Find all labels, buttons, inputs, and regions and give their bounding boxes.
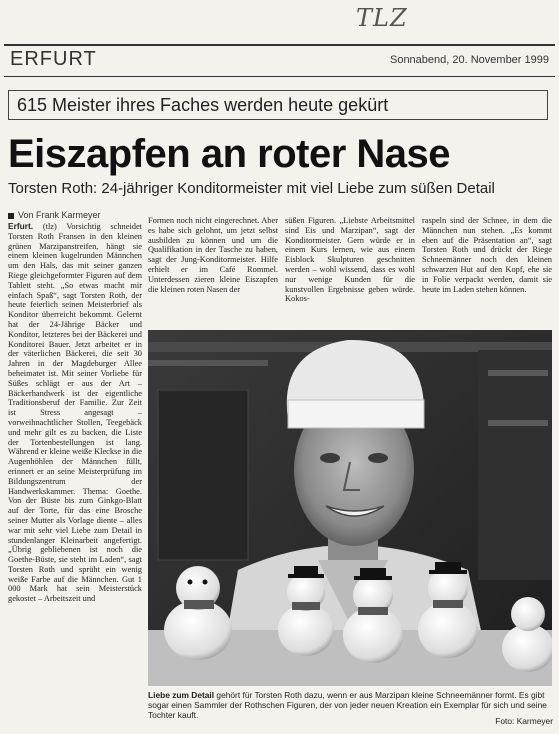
section-title: ERFURT	[10, 48, 97, 70]
kicker-text: 615 Meister ihres Faches werden heute gekürt	[17, 95, 389, 115]
photo-confectioner-with-snowmen	[148, 330, 552, 686]
photo-caption	[148, 690, 552, 720]
article-column-2	[148, 216, 278, 326]
article-column-4	[422, 216, 552, 326]
column-4-text: raspeln sind der Schnee, in dem die Männchen nun stehen. „Es kommt eben auf die Präsentation an“, sagt Torsten Roth und drückt der Riege Schneemänner noch den kleinen schwarzen Hut auf den Kopf, ehe sie in Folie verpackt werden, damit sie heute im Laden stehen können.	[422, 216, 552, 294]
masthead-bottom-rule	[4, 76, 555, 77]
article-column-3	[285, 216, 415, 326]
dateline: Erfurt.	[8, 222, 34, 231]
headline: Eiszapfen an roter Nase	[8, 132, 450, 176]
byline	[8, 210, 101, 220]
subheadline: Torsten Roth: 24-jähriger Konditormeister mit viel Liebe zum süßen Detail	[8, 180, 495, 197]
column-3-text: süßen Figuren. „Liebste Arbeitsmittel sind Eis und Marzipan“, sagt der Konditormeister. Gern würde er in einem Kurs lernen, wie aus einem Eisblock Skulpturen geschnitten werden – wohl wissend, dass es wohl nur wenige Kunden für die kunstvollen Ergebnisse geben würde. Kokos-	[285, 216, 415, 304]
caption-lead: Liebe zum Detail	[148, 690, 215, 700]
kicker-box	[8, 90, 548, 120]
column-2-text: Formen noch nicht eingerechnet. Aber es habe sich gelohnt, um jetzt selbst ausbilden zu können und um die Qualifikation in der Tasche zu haben, sagt der Jung-Konditormeister. Hilfe erhielt er im Café Rommel. Unterdessen zieren kleine Eiszapfen die kleinen roten Nasen der	[148, 216, 278, 294]
article-column-1	[8, 222, 142, 730]
article-photo	[148, 330, 552, 686]
photo-credit: Foto: Karmeyer	[495, 716, 553, 726]
caption-text: gehört für Torsten Roth dazu, wenn er aus Marzipan kleine Schneemänner formt. Es gibt sogar einen Sammler der Rothschen Figuren, der von jeder neuen Kreation ein Exemplar für sich und seine Tochter kauft.	[148, 690, 547, 720]
byline-text: Von Frank Karmeyer	[18, 210, 101, 220]
column-1-text: (tlz) Vorsichtig schneidet Torsten Roth Fransen in den kleinen grünen Marzipanstreifen, hängt sie einem kleinen kugelrunden Männchen um den Hals, das mit seiner ganzen Riege gleichgeformter Figuren auf dem Tablett steht. „So etwas macht mir einfach Spaß“, sagt Torsten Roth, der heute feierlich seinen Meisterbrief als Konditor überreicht bekommt. Gelernt hat der 24-Jährige Bäcker und Konditor, letzteres bei der Bäckerei und Konditorei Bauer. Jetzt arbeitet er in der väterlichen Bäckerei, die seit 30 Jahren in der Magdeburger Allee beheimatet ist. Mit seiner Vorliebe für Süßes schlägt er aus der Art – Bäckerhandwerk ist der eigentliche Traditionsberuf der Familie. Zur Zeit ist Stress angesagt – vorweihnachtlicher Stollen, Teegebäck und mehr gilt es zu backen, die Liste der Tortenbestellungen ist lang. Während er kleine weiße Kleckse in die Augenhöhlen der Männchen füllt, erinnert er an seine Meisterprüfung im Bildungszentrum der Handwerkskammer. Thema: Goethe. Von der Büste bis zum Ginkgo-Blatt auf der Torte, für das eine Brosche seiner Mutter als Vorlage diente – alles war mit sehr viel Liebe zum Detail in stundenlanger Kleinarbeit angefertigt. „Übrig gebliebenen ist noch die Goethe-Büste, sie steht im Laden“, sagt Torsten Roth und sprüht ein wenig weiße Farbe auf die Männchen. Gut 1 000 Mark hat sein Meisterstück gekostet – Arbeitszeit und	[8, 222, 142, 604]
issue-date: Sonnabend, 20. November 1999	[389, 54, 549, 66]
handwritten-note: TLZ	[356, 4, 408, 32]
byline-square-icon	[8, 213, 14, 219]
masthead-top-rule	[4, 44, 555, 46]
